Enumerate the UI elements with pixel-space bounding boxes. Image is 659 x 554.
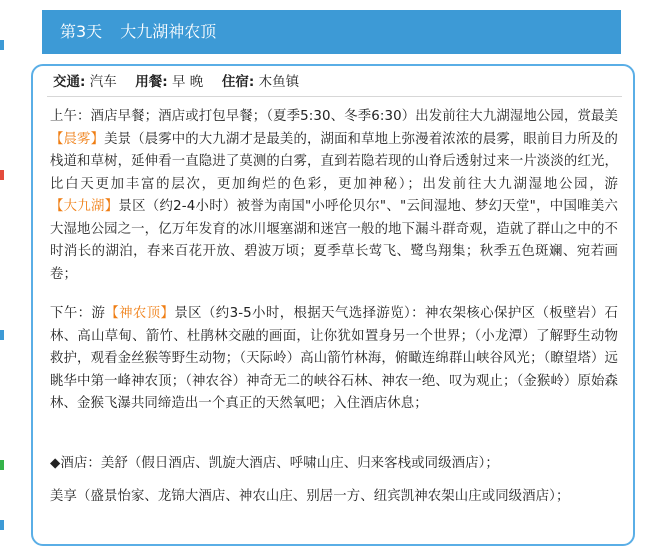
edge-mark [0, 170, 4, 180]
day-number: 第3天 [60, 22, 103, 41]
afternoon-text: 景区（约3-5小时，根据天气选择游览）：神农架核心保护区（板壁岩）石林、高山草甸、箭竹、杜鹃林交融的画面，让你犹如置身另一个世界；（小龙潭）了解野生动物救护，观看金丝猴等野生动物；（天际岭）高山箭竹林海，俯瞰连绵群山峡谷风光；（瞭望塔）远眺华中第一峰神农顶；（神农谷）神奇无二的峡谷石林、神农一绝、叹为观止；（金猴岭）原始森林、金猴飞瀑共同缔造出一个真正的天然氧吧；入住酒店休息； [50, 306, 619, 411]
edge-mark [0, 40, 4, 50]
info-row [53, 72, 299, 92]
highlight-morning-fog: 【晨雾】 [50, 131, 105, 147]
divider [47, 96, 622, 97]
edge-mark [0, 520, 4, 530]
highlight-shennongding: 【神农顶】 [105, 306, 175, 321]
morning-text: 美景（晨雾中的大九湖才是最美的，湖面和草地上弥漫着浓浓的晨雾，眼前目力所及的栈道和草树，延伸看一直隐进了莫测的白雾，直到若隐若现的山脊后透射过来一片淡淡的红光，比白天更加丰富的层次，更加绚烂的色彩，更加神秘）；出发前往大九湖湿地公园，游 [50, 131, 619, 192]
edge-mark [0, 460, 4, 470]
meals-label: 用餐: [135, 74, 168, 90]
morning-text: 景区（约2-4小时）被誉为南国"小呼伦贝尔"、"云间湿地、梦幻天堂"，中国唯美六大湿地公园之一，亿万年发育的冰川堰塞湖和迷宫一般的地下漏斗群奇观，造就了群山之中的不时消长的湖泊，春来百花开放、碧波万顷；夏季草长莺飞、鹭鸟翔集；秋季五色斑斓、宛若画卷； [50, 199, 618, 282]
transport-label: 交通: [53, 74, 86, 90]
left-edge-strip [0, 0, 6, 554]
edge-mark [0, 330, 4, 340]
afternoon-paragraph [50, 303, 618, 416]
morning-text: 上午：酒店早餐；酒店或打包早餐；（夏季5:30、冬季6:30）出发前往大九湖湿地公园，赏最美 [50, 109, 618, 124]
meals-value: 早 晚 [172, 74, 204, 90]
afternoon-text: 下午：游 [50, 306, 106, 321]
morning-paragraph [50, 106, 618, 286]
hotel-alt-paragraph: 美享（盛景怡家、龙锦大酒店、神农山庄、别居一方、纽宾凯神农架山庄或同级酒店）； [50, 489, 570, 504]
day-header [42, 10, 621, 54]
lodging-label: 住宿: [221, 74, 255, 90]
hotel-paragraph: ◆酒店：美舒（假日酒店、凯旋大酒店、呼啸山庄、归来客栈或同级酒店）； [50, 456, 499, 471]
transport-value: 汽车 [89, 74, 117, 90]
lodging-value: 木鱼镇 [258, 74, 300, 90]
day-title: 大九湖神农顶 [120, 22, 217, 41]
highlight-dajiuhu: 【大九湖】 [50, 199, 119, 214]
itinerary-card [31, 64, 635, 546]
